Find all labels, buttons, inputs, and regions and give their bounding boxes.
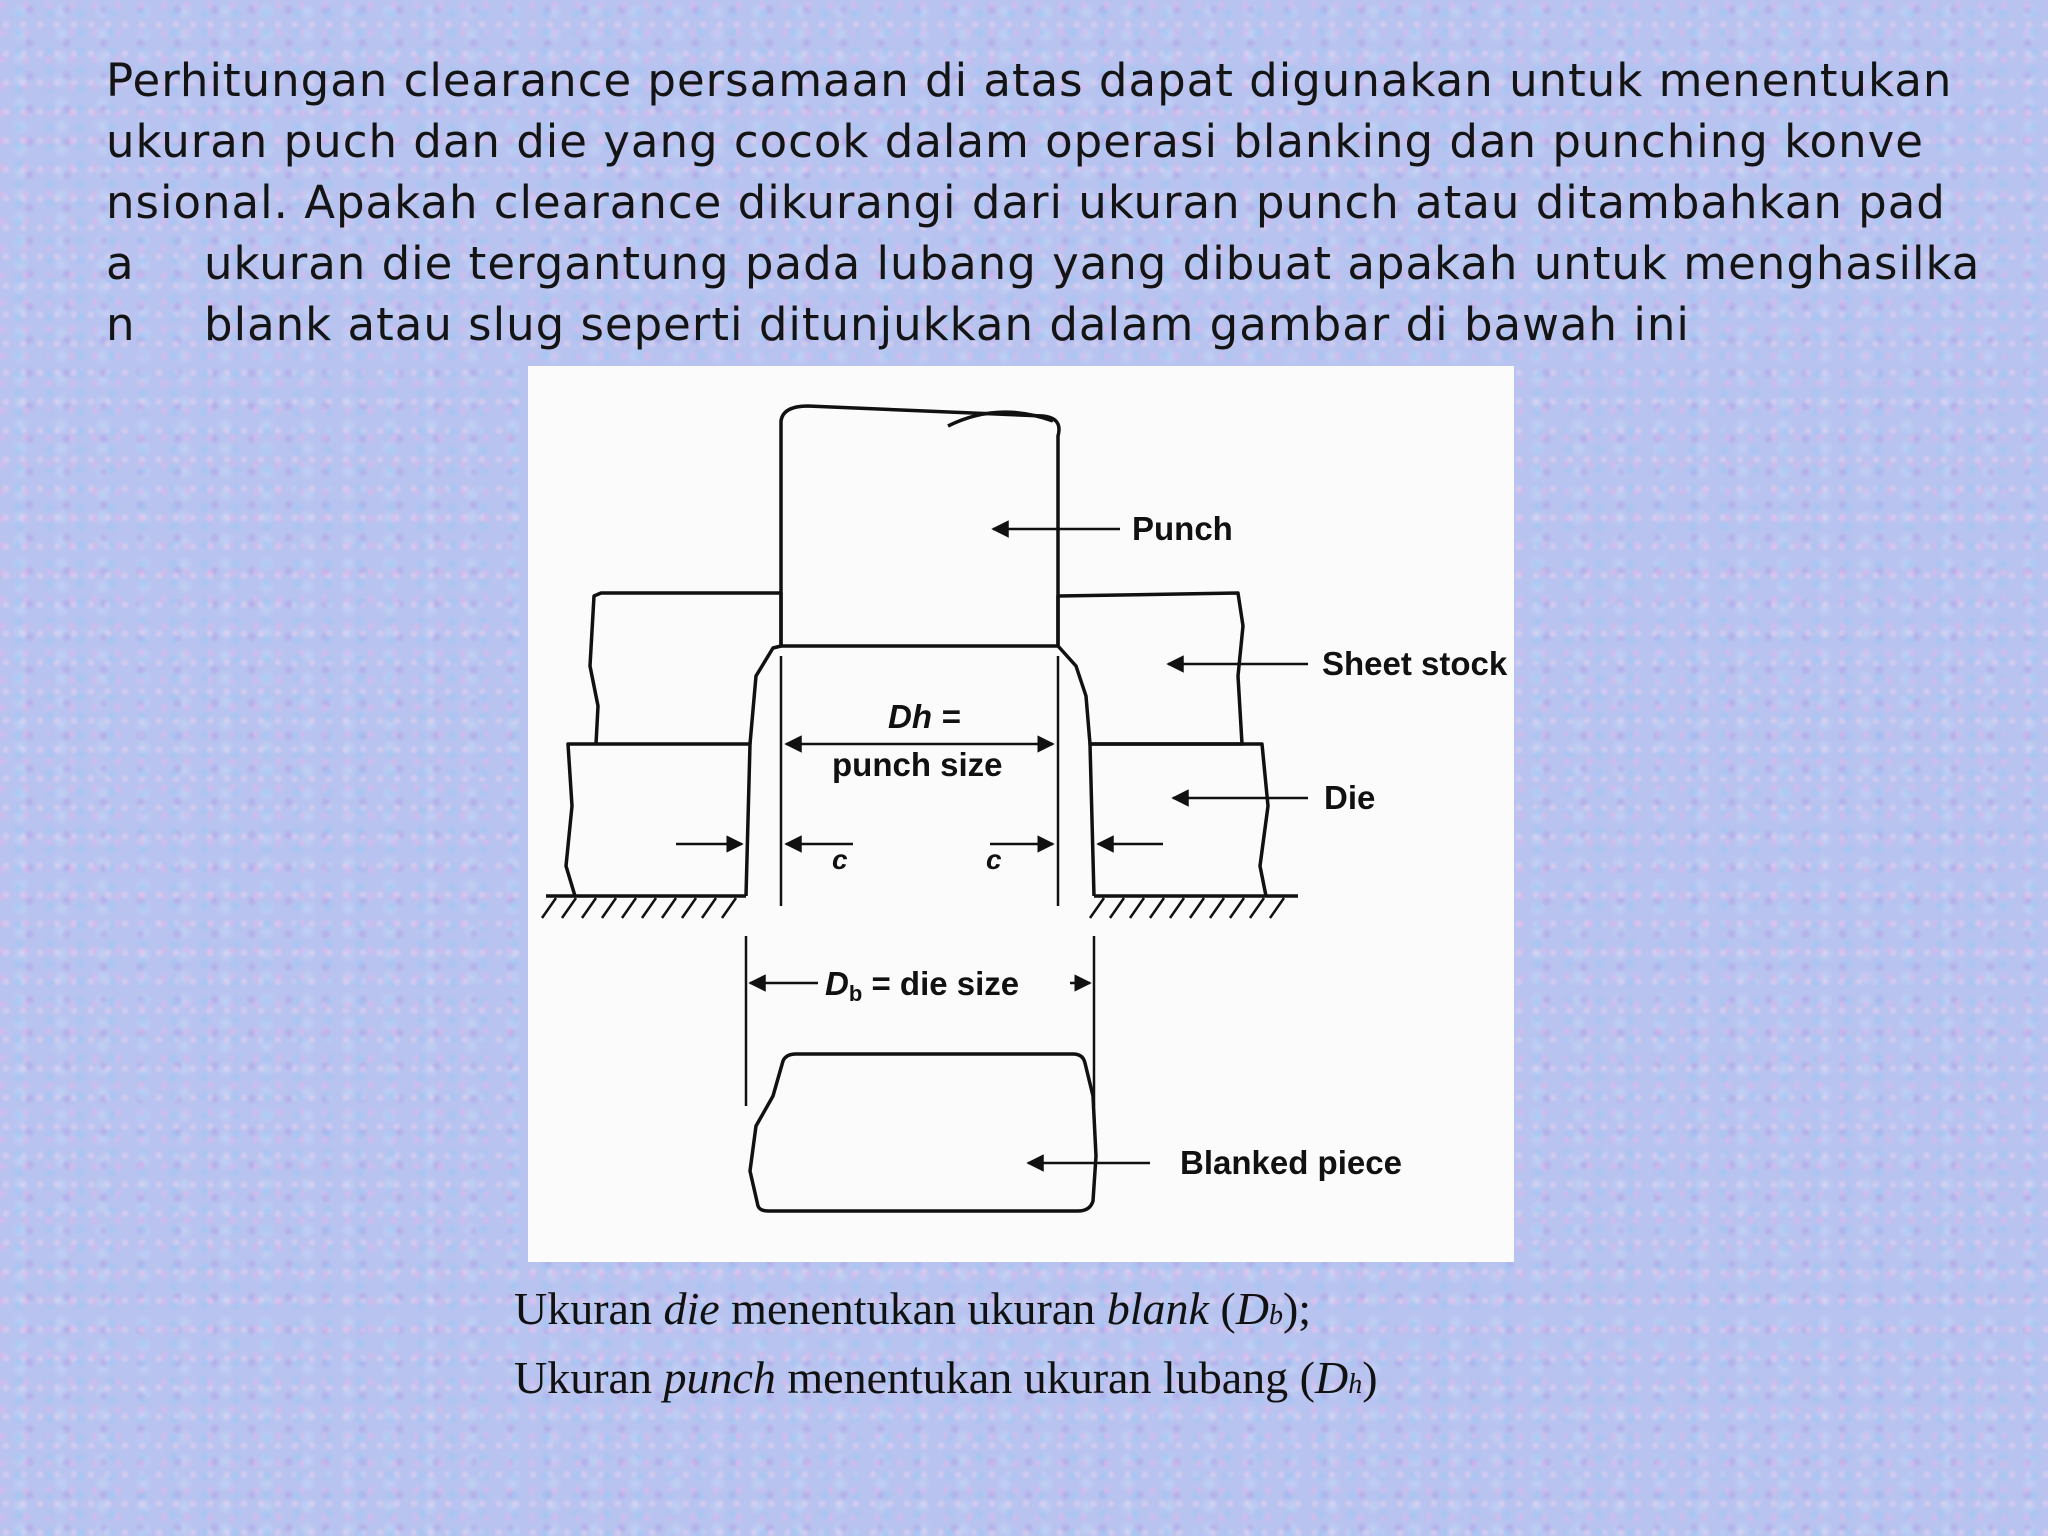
paragraph-line	[106, 233, 2006, 294]
clearance-label-right: c	[986, 844, 1002, 875]
sheet-stock-label: Sheet stock	[1322, 645, 1508, 682]
line-text: blank atau slug seperti ditunjukkan dalam gambar di bawah ini	[204, 298, 1690, 351]
line-lead: a	[106, 237, 135, 290]
line-text: ukuran die tergantung pada lubang yang dibuat apakah untuk menghasilka	[204, 237, 1981, 290]
caption-line-1	[514, 1278, 1614, 1347]
punch-shape	[781, 406, 1059, 646]
punch-size-label: punch size	[832, 746, 1003, 783]
die-left	[566, 744, 750, 896]
caption-emphasis: blank	[1106, 1283, 1209, 1334]
caption-emphasis: punch	[663, 1352, 776, 1403]
db-rest: = die size	[862, 965, 1020, 1002]
caption-text: menentukan ukuran	[719, 1283, 1107, 1334]
clearance-label-left: c	[832, 844, 848, 875]
caption-text: );	[1282, 1283, 1312, 1334]
blanking-diagram	[528, 366, 1514, 1262]
die-right	[1090, 744, 1268, 896]
db-label	[825, 965, 1019, 1006]
diagram-svg	[528, 366, 1514, 1262]
caption-variable: D	[1235, 1283, 1269, 1334]
caption-text: menentukan ukuran lubang (	[775, 1352, 1315, 1403]
paragraph-line: ukuran puch dan die yang cocok dalam operasi blanking dan punching konve	[106, 115, 1924, 168]
die-label: Die	[1324, 779, 1376, 816]
caption-line-2	[514, 1347, 1614, 1416]
paragraph-line	[106, 294, 2006, 355]
punch-label: Punch	[1132, 510, 1233, 547]
line-lead: n	[106, 298, 136, 351]
caption-text: Ukuran	[514, 1283, 664, 1334]
blanked-piece-label: Blanked piece	[1180, 1144, 1402, 1181]
caption-subscript: h	[1348, 1369, 1363, 1400]
db-subscript: b	[848, 981, 863, 1006]
caption-text: (	[1208, 1283, 1236, 1334]
ground-hatching	[542, 898, 1284, 918]
figure-caption	[514, 1278, 1614, 1416]
intro-paragraph	[106, 50, 2006, 355]
caption-text: )	[1362, 1352, 1378, 1403]
caption-variable: D	[1314, 1352, 1349, 1403]
sheet-stock-left	[590, 593, 781, 744]
caption-subscript: b	[1268, 1300, 1283, 1331]
dh-label: Dh =	[888, 698, 961, 735]
sheet-stock-right	[1058, 593, 1243, 744]
db-prefix: D	[825, 965, 849, 1002]
caption-text: Ukuran	[514, 1352, 664, 1403]
blanked-piece	[750, 1054, 1096, 1211]
paragraph-line: Perhitungan clearance persamaan di atas dapat digunakan untuk menentukan	[106, 54, 1953, 107]
caption-emphasis: die	[663, 1283, 720, 1334]
paragraph-line: nsional. Apakah clearance dikurangi dari ukuran punch atau ditambahkan pad	[106, 176, 1946, 229]
